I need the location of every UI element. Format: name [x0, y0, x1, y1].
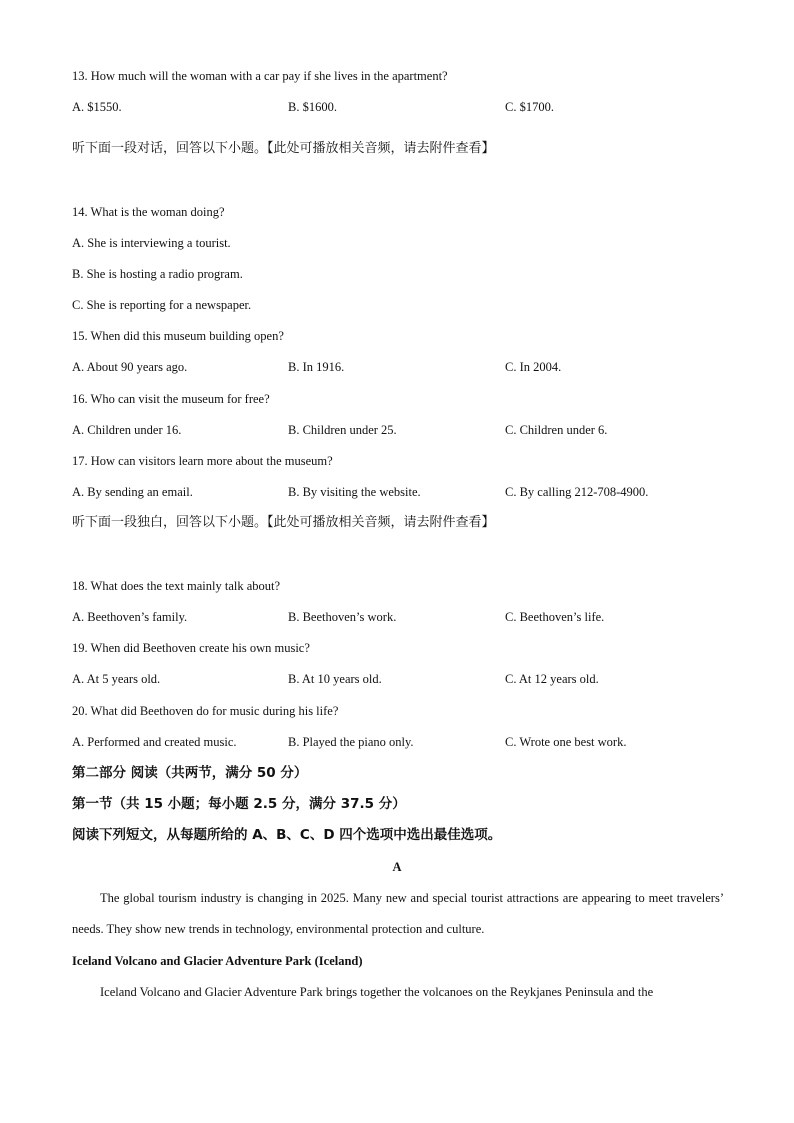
q16-option-b: B. Children under 25.: [288, 423, 397, 437]
q14-option-c: C. She is reporting for a newspaper.: [72, 298, 252, 312]
question-15: 15. When did this museum building open?: [72, 329, 284, 343]
q15-option-a: A. About 90 years ago.: [72, 360, 188, 374]
q15-option-c: C. In 2004.: [505, 360, 562, 374]
passage-paragraph-2: Iceland Volcano and Glacier Adventure Park brings together the volcanoes on the Reykjanes Peninsula and the: [100, 985, 654, 999]
q20-option-c: C. Wrote one best work.: [505, 735, 627, 749]
q14-option-a: A. She is interviewing a tourist.: [72, 236, 231, 250]
q20-option-b: B. Played the piano only.: [288, 735, 414, 749]
attraction-subtitle: Iceland Volcano and Glacier Adventure Park (Iceland): [72, 954, 363, 968]
q19-option-b: B. At 10 years old.: [288, 672, 382, 686]
question-18: 18. What does the text mainly talk about?: [72, 579, 281, 593]
q19-option-a: A. At 5 years old.: [72, 672, 161, 686]
q13-option-b: B. $1600.: [288, 100, 337, 114]
q17-option-a: A. By sending an email.: [72, 485, 193, 499]
q18-option-a: A. Beethoven’s family.: [72, 610, 188, 624]
q13-option-a: A. $1550.: [72, 100, 122, 114]
q16-option-c: C. Children under 6.: [505, 423, 608, 437]
q13-option-c: C. $1700.: [505, 100, 554, 114]
q19-option-c: C. At 12 years old.: [505, 672, 599, 686]
reading-instruction: 阅读下列短文，从每题所给的 A、B、C、D 四个选项中选出最佳选项。: [72, 827, 502, 843]
question-13: 13. How much will the woman with a car pay if she lives in the apartment?: [72, 69, 448, 83]
q18-option-c: C. Beethoven’s life.: [505, 610, 605, 624]
listening-instruction-1: 听下面一段对话，回答以下小题。【此处可播放相关音频，请去附件查看】: [72, 141, 495, 156]
question-17: 17. How can visitors learn more about the museum?: [72, 454, 333, 468]
question-14: 14. What is the woman doing?: [72, 205, 225, 219]
question-19: 19. When did Beethoven create his own music?: [72, 641, 310, 655]
q14-option-b: B. She is hosting a radio program.: [72, 267, 243, 281]
section-one-heading: 第一节（共 15 小题；每小题 2.5 分，满分 37.5 分）: [72, 796, 406, 812]
passage-label: A: [392, 860, 402, 874]
question-16: 16. Who can visit the museum for free?: [72, 392, 270, 406]
question-20: 20. What did Beethoven do for music during his life?: [72, 704, 339, 718]
passage-paragraph-1: The global tourism industry is changing in 2025. Many new and special tourist attractions are appearing to meet travelers’ needs. They show new trends in technology, environmental protection and culture.: [72, 891, 724, 936]
q20-option-a: A. Performed and created music.: [72, 735, 237, 749]
q17-option-b: B. By visiting the website.: [288, 485, 421, 499]
listening-instruction-2: 听下面一段独白，回答以下小题。【此处可播放相关音频，请去附件查看】: [72, 515, 495, 530]
part-two-heading: 第二部分 阅读（共两节，满分 50 分）: [72, 765, 308, 781]
q15-option-b: B. In 1916.: [288, 360, 345, 374]
q18-option-b: B. Beethoven’s work.: [288, 610, 397, 624]
q16-option-a: A. Children under 16.: [72, 423, 182, 437]
q17-option-c: C. By calling 212-708-4900.: [505, 485, 649, 499]
